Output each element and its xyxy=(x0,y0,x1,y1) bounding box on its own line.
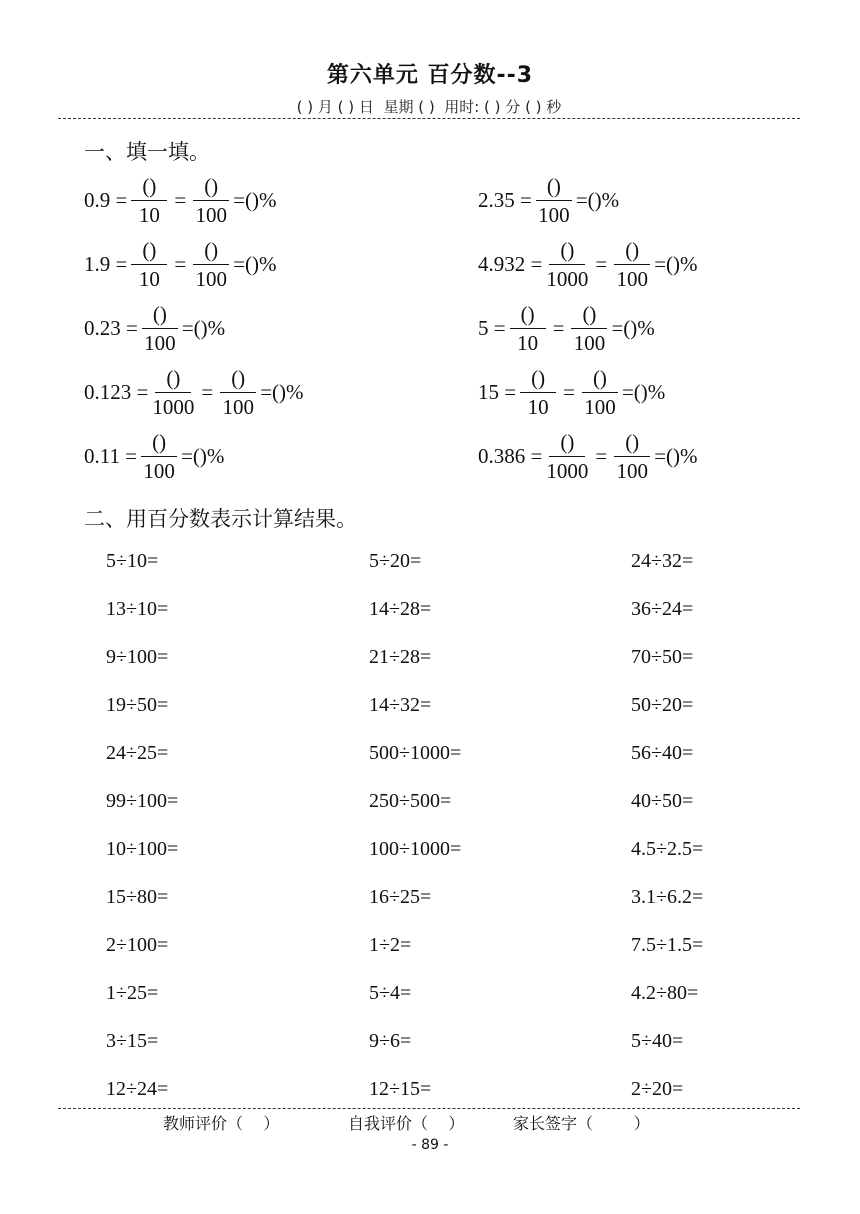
fraction-denominator: 100 xyxy=(616,458,648,483)
calculation-item: 4.2÷80= xyxy=(631,982,699,1004)
equation-lhs: 1.9 = xyxy=(84,251,128,276)
fraction-denominator: 1000 xyxy=(152,394,195,419)
fraction-numerator-blank[interactable]: () xyxy=(142,302,178,329)
calculation-item: 500÷1000= xyxy=(369,742,462,764)
equation-lhs: 0.9 = xyxy=(84,187,128,212)
fraction xyxy=(536,174,572,227)
calculation-item: 24÷25= xyxy=(106,742,169,764)
calculation-item: 7.5÷1.5= xyxy=(631,934,704,956)
equation-item xyxy=(84,424,224,488)
calculation-item: 16÷25= xyxy=(369,886,432,908)
percent-blank[interactable]: =()% xyxy=(233,187,277,212)
equals-sign: = xyxy=(174,251,187,276)
calculation-item: 3.1÷6.2= xyxy=(631,886,704,908)
fraction-numerator-blank[interactable]: () xyxy=(582,366,618,393)
date-time-line: ( ) 月 ( ) 日 星期 ( ) 用时: ( ) 分 ( ) 秒 xyxy=(58,96,800,119)
equation-item xyxy=(478,168,619,232)
fraction xyxy=(546,238,588,291)
percent-blank[interactable]: =()% xyxy=(654,251,698,276)
percent-blank[interactable]: =()% xyxy=(621,379,666,404)
percent-blank[interactable]: =()% xyxy=(575,187,620,212)
section-1-heading: 一、填一填。 xyxy=(84,140,210,164)
percent-blank[interactable]: =()% xyxy=(181,443,225,468)
equation-item xyxy=(84,232,277,296)
calculation-item: 10÷100= xyxy=(106,838,179,860)
calculation-item: 2÷20= xyxy=(631,1078,684,1100)
fraction xyxy=(142,302,178,355)
fraction-denominator: 100 xyxy=(616,266,648,291)
calculation-item: 2÷100= xyxy=(106,934,169,956)
calculation-item: 9÷100= xyxy=(106,646,169,668)
calculation-item: 40÷50= xyxy=(631,790,694,812)
fraction-denominator: 1000 xyxy=(546,458,589,483)
parent-signature: 家长签字（ ） xyxy=(513,1114,650,1133)
teacher-evaluation: 教师评价（ ） xyxy=(163,1114,280,1133)
fraction xyxy=(141,430,177,483)
fraction xyxy=(582,366,618,419)
calculation-item: 99÷100= xyxy=(106,790,179,812)
page-title: 第六单元 百分数--3 xyxy=(326,63,534,88)
fraction-denominator: 100 xyxy=(195,202,227,227)
percent-blank[interactable]: =()% xyxy=(233,251,277,276)
percent-blank[interactable]: =()% xyxy=(654,443,698,468)
calculation-item: 5÷20= xyxy=(369,550,422,572)
fraction-denominator: 10 xyxy=(527,394,549,419)
calculation-item: 9÷6= xyxy=(369,1030,412,1052)
percent-blank[interactable]: =()% xyxy=(260,379,304,404)
calculation-item: 12÷15= xyxy=(369,1078,432,1100)
calculation-item: 15÷80= xyxy=(106,886,169,908)
fraction-numerator-blank[interactable]: () xyxy=(614,430,650,457)
fraction-numerator-blank[interactable]: () xyxy=(549,238,585,265)
fraction-numerator-blank[interactable]: () xyxy=(549,430,585,457)
fraction-denominator: 100 xyxy=(222,394,254,419)
fraction-numerator-blank[interactable]: () xyxy=(155,366,191,393)
fraction-numerator-blank[interactable]: () xyxy=(220,366,256,393)
percent-blank[interactable]: =()% xyxy=(611,315,655,340)
equation-lhs: 5 = xyxy=(478,315,506,340)
calculation-item: 5÷10= xyxy=(106,550,159,572)
fraction xyxy=(614,430,650,483)
equation-lhs: 4.932 = xyxy=(478,251,543,276)
equation-lhs: 0.11 = xyxy=(84,443,138,468)
fraction-numerator-blank[interactable]: () xyxy=(193,174,229,201)
footer-divider xyxy=(58,1108,800,1109)
fraction xyxy=(520,366,556,419)
fraction-denominator: 100 xyxy=(573,330,606,355)
calculation-item: 12÷24= xyxy=(106,1078,169,1100)
fraction xyxy=(614,238,650,291)
calculation-item: 24÷32= xyxy=(631,550,694,572)
fraction-numerator-blank[interactable]: () xyxy=(131,238,167,265)
equation-lhs: 2.35 = xyxy=(478,187,532,212)
fraction-denominator: 100 xyxy=(143,458,175,483)
calculation-item: 50÷20= xyxy=(631,694,694,716)
calculation-item: 14÷28= xyxy=(369,598,432,620)
calculation-item: 70÷50= xyxy=(631,646,694,668)
equation-item xyxy=(84,168,277,232)
equals-sign: = xyxy=(174,187,187,212)
calculation-item: 5÷4= xyxy=(369,982,412,1004)
fraction xyxy=(193,174,229,227)
page-number: - 89 - xyxy=(411,1137,449,1153)
equals-sign: = xyxy=(201,379,214,404)
fraction-numerator-blank[interactable]: () xyxy=(510,302,546,329)
calculation-item: 4.5÷2.5= xyxy=(631,838,704,860)
calculation-item: 13÷10= xyxy=(106,598,169,620)
fraction-numerator-blank[interactable]: () xyxy=(571,302,607,329)
calculation-item: 19÷50= xyxy=(106,694,169,716)
fraction xyxy=(131,174,167,227)
calculation-item: 36÷24= xyxy=(631,598,694,620)
fraction xyxy=(546,430,588,483)
fraction xyxy=(131,238,167,291)
equals-sign: = xyxy=(595,443,608,468)
fraction-denominator: 100 xyxy=(195,266,227,291)
equation-lhs: 0.23 = xyxy=(84,315,138,340)
fraction xyxy=(220,366,256,419)
fraction-denominator: 100 xyxy=(144,330,176,355)
equals-sign: = xyxy=(563,379,575,404)
section-2-heading: 二、用百分数表示计算结果。 xyxy=(84,507,357,531)
equals-sign: = xyxy=(552,315,565,340)
equation-item xyxy=(478,232,698,296)
fraction-denominator: 100 xyxy=(584,394,616,419)
self-evaluation: 自我评价（ ） xyxy=(348,1114,465,1133)
fraction xyxy=(193,238,229,291)
fraction-denominator: 10 xyxy=(138,202,160,227)
equation-lhs: 15 = xyxy=(478,379,517,404)
fraction-numerator-blank[interactable]: () xyxy=(614,238,650,265)
fraction-numerator-blank[interactable]: () xyxy=(193,238,229,265)
fraction-denominator: 10 xyxy=(138,266,160,291)
equation-lhs: 0.386 = xyxy=(478,443,543,468)
equation-lhs: 0.123 = xyxy=(84,379,149,404)
fraction xyxy=(571,302,607,355)
fraction-numerator-blank[interactable]: () xyxy=(141,430,177,457)
equation-item xyxy=(84,360,304,424)
fraction-numerator-blank[interactable]: () xyxy=(131,174,167,201)
fraction-numerator-blank[interactable]: () xyxy=(520,366,556,393)
calculation-item: 1÷2= xyxy=(369,934,412,956)
calculation-item: 14÷32= xyxy=(369,694,432,716)
equation-item xyxy=(478,296,655,360)
equals-sign: = xyxy=(595,251,608,276)
calculation-item: 250÷500= xyxy=(369,790,452,812)
calculation-item: 1÷25= xyxy=(106,982,159,1004)
percent-blank[interactable]: =()% xyxy=(181,315,226,340)
calculation-item: 21÷28= xyxy=(369,646,432,668)
equation-item xyxy=(84,296,225,360)
calculation-item: 5÷40= xyxy=(631,1030,684,1052)
fraction xyxy=(510,302,546,355)
fraction-denominator: 100 xyxy=(538,202,570,227)
equation-item xyxy=(478,424,698,488)
calculation-item: 3÷15= xyxy=(106,1030,159,1052)
fraction-denominator: 10 xyxy=(517,330,539,355)
equation-item xyxy=(478,360,665,424)
fraction xyxy=(152,366,194,419)
calculation-item: 100÷1000= xyxy=(369,838,462,860)
fraction-denominator: 1000 xyxy=(546,266,589,291)
calculation-item: 56÷40= xyxy=(631,742,694,764)
fraction-numerator-blank[interactable]: () xyxy=(536,174,572,201)
